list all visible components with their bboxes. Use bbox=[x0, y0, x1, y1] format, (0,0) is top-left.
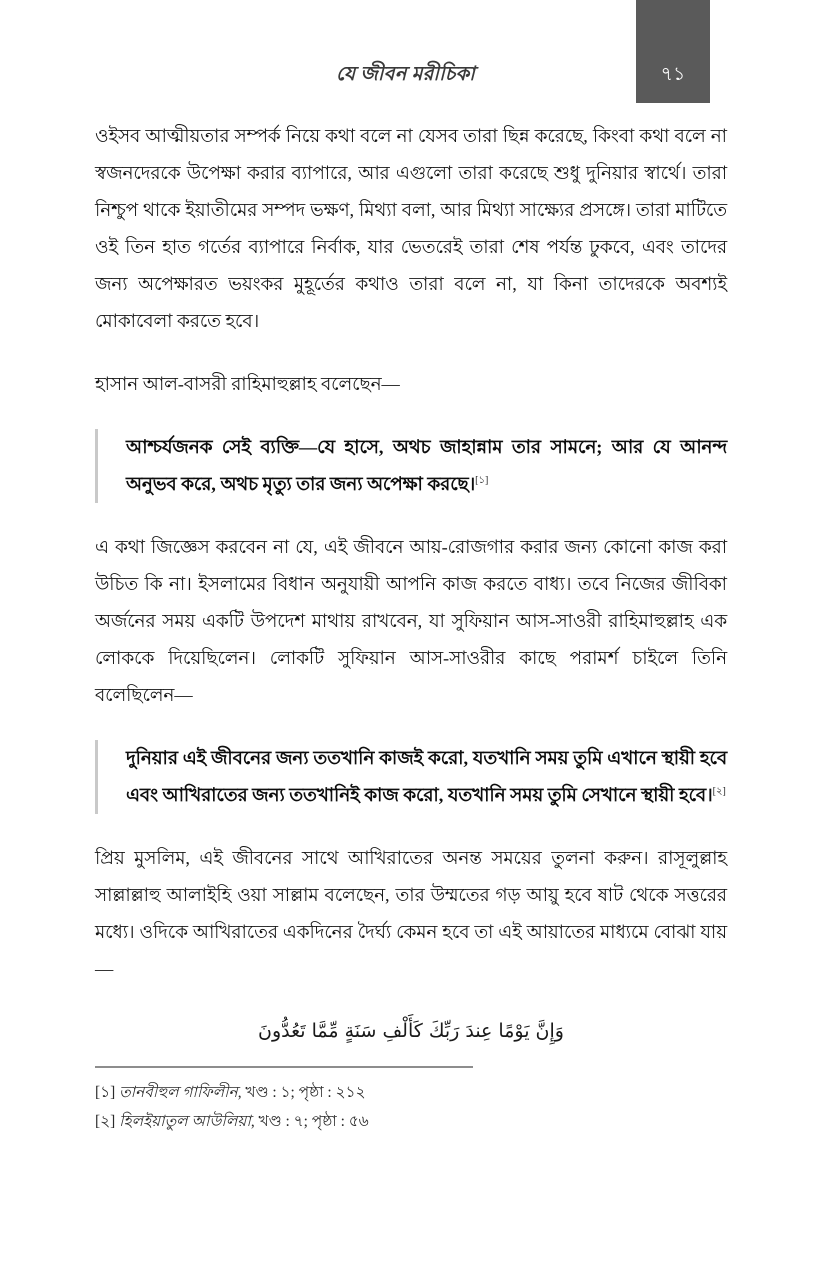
page-header bbox=[0, 0, 822, 106]
pull-quote-2-body: দুনিয়ার এই জীবনের জন্য ততখানি কাজই করো, যতখানি সময় তুমি এখানে স্থায়ী হবে এবং আখিরাতের জন্য ততখানিই কাজ করো, যতখানি সময় তুমি সেখানে স্থায়ী হবে। bbox=[126, 748, 727, 805]
attribution-hasan-al-basri: হাসান আল-বাসরী রাহিমাহুল্লাহ বলেছেন— bbox=[95, 374, 400, 394]
footnote-2-marker: [২] bbox=[95, 1113, 116, 1130]
arabic-quran-verse: وَإِنَّ يَوْمًا عِندَ رَبِّكَ كَأَلْفِ سَنَةٍ مِّمَّا تَعُدُّونَ bbox=[258, 1020, 564, 1042]
pull-quote-2 bbox=[95, 740, 727, 814]
footnote-2-title: হিলইয়াতুল আউলিয়া bbox=[119, 1113, 251, 1130]
footnote-1-title: তানবীহুল গাফিলীন bbox=[119, 1084, 238, 1101]
footnote-item-1 bbox=[95, 1078, 727, 1107]
footnote-item-2 bbox=[95, 1107, 727, 1136]
paragraph-2: এ কথা জিজ্ঞেস করবেন না যে, এই জীবনে আয়-রোজগার করার জন্য কোনো কাজ করা উচিত কি না। ইসলামের বিধান অনুযায়ী আপনি কাজ করতে বাধ্য। তবে নিজের জীবিকা অর্জনের সময় একটি উপদেশ মাথায় রাখবেন, যা সুফিয়ান আস-সাওরী রাহিমাহুল্লাহ এক লোককে দিয়েছিলেন। লোকটি সুফিয়ান আস-সাওরীর কাছে পরামর্শ চাইলে তিনি বলেছিলেন— bbox=[95, 537, 727, 705]
pull-quote-1-body: আশ্চর্যজনক সেই ব্যক্তি—যে হাসে, অথচ জাহান্নাম তার সামনে; আর যে আনন্দ অনুভব করে, অথচ মৃত্যু তার জন্য অপেক্ষা করছে। bbox=[126, 437, 727, 494]
pull-quote-2-text bbox=[126, 740, 727, 814]
footnote-2-citation: , খণ্ড : ৭; পৃষ্ঠা : ৫৬ bbox=[250, 1113, 369, 1130]
footnote-separator-rule bbox=[95, 1066, 473, 1068]
pull-quote-1-text bbox=[126, 429, 727, 503]
page-number: ৭১ bbox=[660, 64, 686, 85]
footnote-ref-1[interactable]: [১] bbox=[475, 474, 489, 486]
footnote-area bbox=[95, 1066, 727, 1136]
page-number-badge bbox=[636, 0, 710, 103]
running-title: যে জীবন মরীচিকা bbox=[336, 64, 475, 85]
footnote-1-marker: [১] bbox=[95, 1084, 116, 1101]
pull-quote-1 bbox=[95, 429, 727, 503]
footnote-ref-2[interactable]: [২] bbox=[712, 785, 726, 797]
paragraph-1: ওইসব আত্মীয়তার সম্পর্ক নিয়ে কথা বলে না যেসব তারা ছিন্ন করেছে, কিংবা কথা বলে না স্বজনদেরকে উপেক্ষা করার ব্যাপারে, আর এগুলো তারা করেছে শুধু দুনিয়ার স্বার্থে। তারা নিশ্চুপ থাকে ইয়াতীমের সম্পদ ভক্ষণ, মিথ্যা বলা, আর মিথ্যা সাক্ষ্যের প্রসঙ্গে। তারা মাটিতে ওই তিন হাত গর্তের ব্যাপারে নির্বাক, যার ভেতরেই তারা শেষ পর্যন্ত ঢুকবে, এবং তাদের জন্য অপেক্ষারত ভয়ংকর মুহূর্তের কথাও তারা বলে না, যা কিনা তাদেরকে অবশ্যই মোকাবেলা করতে হবে। bbox=[95, 126, 727, 331]
paragraph-3: প্রিয় মুসলিম, এই জীবনের সাথে আখিরাতের অনন্ত সময়ের তুলনা করুন। রাসূলুল্লাহ সাল্লাল্লাহু আলাইহি ওয়া সাল্লাম বলেছেন, তার উম্মতের গড় আয়ু হবে ষাট থেকে সত্তরের মধ্যে। ওদিকে আখিরাতের একদিনের দৈর্ঘ্য কেমন হবে তা এই আয়াতের মাধ্যমে বোঝা যায়— bbox=[95, 848, 727, 979]
footnote-1-citation: , খণ্ড : ১; পৃষ্ঠা : ২১২ bbox=[237, 1084, 366, 1101]
text-column bbox=[95, 118, 727, 1048]
